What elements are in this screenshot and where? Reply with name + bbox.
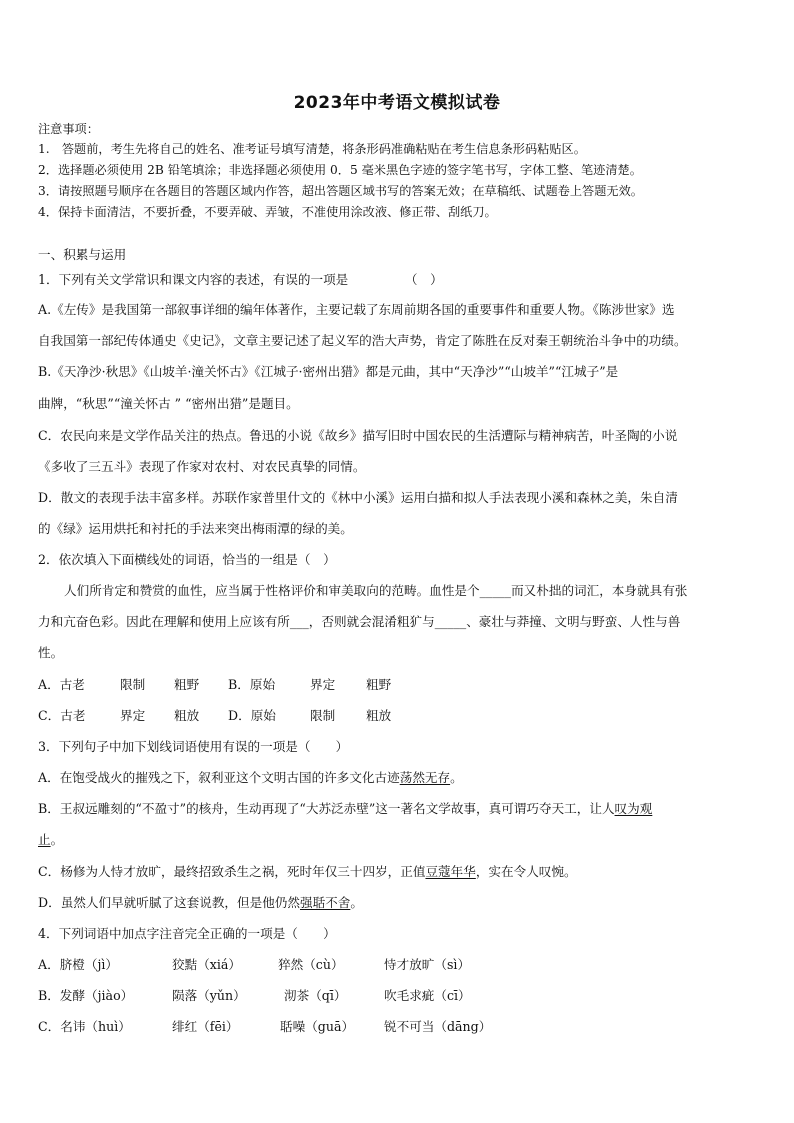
q3-text: 。 (350, 895, 363, 910)
q4-option: 恃才放旷（sì） (384, 957, 471, 972)
notice-item-3: 3．请按照题号顺序在各题目的答题区域内作答，超出答题区域书写的答案无效；在草稿纸、试题卷上答题无效。 (38, 184, 643, 198)
q2-passage-line-3: 性。 (38, 645, 64, 660)
q1-line-5: C．农民向来是文学作品关注的热点。鲁迅的小说《故乡》描写旧时中国农民的生活遭际与精神病苦，叶圣陶的小说 (38, 428, 678, 443)
q4-option: 锐不可当（dāng） (384, 1019, 492, 1034)
q2-passage-part: 而又朴拙的词汇，本身就具有张 (511, 583, 688, 598)
q2-option: D．原始 (228, 708, 276, 723)
section-heading: 一、积累与运用 (38, 247, 127, 262)
q3-underlined-word: 荡然无存 (399, 770, 451, 785)
q3-text: 。 (50, 832, 64, 847)
q3-option-b-line-1 (38, 801, 652, 817)
q3-text: D．虽然人们早就听腻了这套说教，但是他仍然 (38, 895, 300, 910)
q3-stem: 3．下列句子中加下划线词语使用有误的一项是（ ） (38, 739, 349, 754)
blank: _____ (434, 614, 467, 629)
q2-option: 限制 (310, 708, 336, 723)
q2-option: 粗野 (174, 677, 200, 692)
q4-stem: 4．下列词语中加点字注音完全正确的一项是（ ） (38, 926, 336, 941)
q1-line-8: 的《绿》运用烘托和衬托的手法来突出梅雨潭的绿的美。 (38, 521, 353, 536)
notice-item-4: 4．保持卡面清洁，不要折叠，不要弄破、弄皱，不准使用涂改液、修正带、刮纸刀。 (38, 205, 497, 219)
q4-option: B．发酵（jiào） (38, 988, 134, 1003)
q4-option: 沏茶（qī） (284, 988, 347, 1003)
q2-option: 限制 (120, 677, 146, 692)
q2-passage-part: 、豪壮与莽撞、文明与野蛮、人性与兽 (466, 614, 681, 629)
blank: _____ (479, 583, 512, 598)
q2-option: 粗放 (174, 708, 200, 723)
q4-option: 猝然（cù） (278, 957, 344, 972)
q3-text: 。 (450, 770, 463, 785)
q2-passage-part: 力和亢奋色彩。因此在理解和使用上应该有所 (38, 614, 290, 629)
q2-option: B．原始 (228, 677, 276, 692)
notice-item-2: 2．选择题必须使用 2B 铅笔填涂；非选择题必须使用 0．5 毫米黑色字迹的签字笔书写，字体工整、笔迹清楚。 (38, 163, 642, 177)
q1-line-7: D．散文的表现手法丰富多样。苏联作家普里什文的《林中小溪》运用白描和拟人手法表现小溪和森林之美，朱自清 (38, 490, 678, 505)
q3-option-a (38, 770, 463, 786)
q2-passage-line-1 (64, 583, 687, 599)
notice-heading: 注意事项： (38, 122, 99, 136)
q3-option-d (38, 895, 363, 911)
q3-text: C．杨修为人恃才放旷，最终招致杀生之祸，死时年仅三十四岁，正值 (38, 864, 426, 879)
q2-passage-line-2 (38, 614, 680, 630)
q2-passage-part: ，否则就会混淆粗犷与 (308, 614, 435, 629)
q2-passage-part: 人们所肯定和赞赏的血性，应当属于性格评价和审美取向的范畴。血性是个 (64, 583, 480, 598)
q3-option-c (38, 864, 577, 880)
q3-underlined-word: 豆蔻年华 (425, 864, 476, 879)
q4-option: C．名讳（huì） (38, 1019, 131, 1034)
q2-option: 界定 (310, 677, 336, 692)
q2-option: A．古老 (38, 677, 85, 692)
q4-option: 聒噪（guā） (280, 1019, 355, 1034)
q2-option: 粗野 (366, 677, 392, 692)
q1-line-3: B.《天净沙·秋思》《山坡羊·潼关怀古》《江城子·密州出猎》都是元曲，其中“天净沙”“山坡羊”“江城子”是 (38, 364, 619, 379)
q4-option: A．脐橙（jì） (38, 957, 118, 972)
q3-underlined-word: 强聒不舍 (299, 895, 351, 910)
q2-option: 粗放 (366, 708, 392, 723)
q4-option: 绯红（fēi） (172, 1019, 239, 1034)
page-title: 2023年中考语文模拟试卷 (293, 93, 501, 113)
q4-option: 狡黠（xiá） (172, 957, 242, 972)
blank: ___ (289, 614, 309, 629)
q3-text: B．王叔远雕刻的“不盈寸”的核舟，生动再现了“大苏泛赤壁”这一著名文学故事，真可谓巧夺天工，让人 (38, 801, 615, 816)
q4-option: 吹毛求疵（cī） (384, 988, 471, 1003)
q1-line-1: A.《左传》是我国第一部叙事详细的编年体著作，主要记载了东周前期各国的重要事件和重要人物。《陈涉世家》选 (38, 302, 675, 317)
notice-item-1: 1. 答题前，考生先将自己的姓名、准考证号填写清楚，将条形码准确粘贴在考生信息条形码粘贴区。 (38, 142, 586, 156)
q1-line-4: 曲牌，“秋思”“潼关怀古 ” “密州出猎”是题目。 (38, 396, 299, 411)
q1-stem: 1．下列有关文学常识和课文内容的表述，有误的一项是 （ ） (38, 272, 443, 287)
q2-option: 界定 (120, 708, 146, 723)
q1-line-6: 《多收了三五斗》表现了作家对农村、对农民真挚的同情。 (38, 459, 366, 474)
q1-line-2: 自我国第一部纪传体通史《史记》，文章主要记述了起义军的浩大声势，肯定了陈胜在反对秦王朝统治斗争中的功绩。 (38, 333, 687, 348)
q4-option: 陨落（yǔn） (172, 988, 246, 1003)
q3-underlined-word: 叹为观 (614, 801, 653, 816)
q2-option: C．古老 (38, 708, 86, 723)
q3-option-b-line-2 (38, 832, 63, 848)
q2-stem: 2．依次填入下面横线处的词语，恰当的一组是（ ） (38, 552, 336, 567)
q3-text: ，实在令人叹惋。 (475, 864, 577, 879)
q3-underlined-word: 止 (38, 832, 51, 847)
q3-text: A．在饱受战火的摧残之下，叙利亚这个文明古国的许多文化古迹 (38, 770, 400, 785)
